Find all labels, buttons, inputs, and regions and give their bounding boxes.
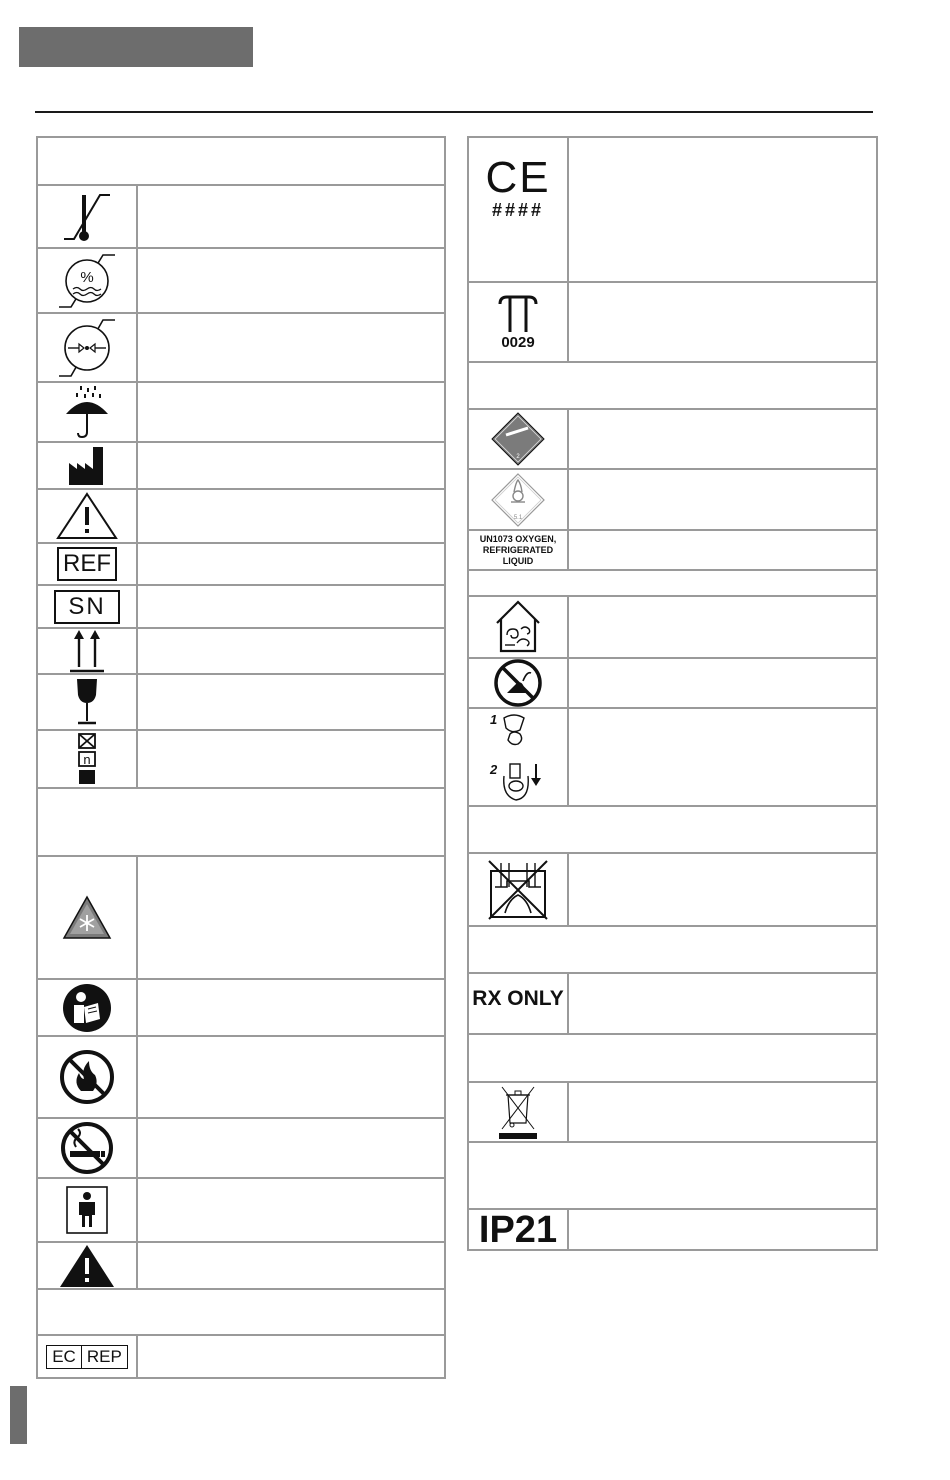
temperature-limit-icon: [38, 186, 138, 247]
page-side-marker: [10, 1386, 27, 1444]
row-description: [138, 314, 444, 381]
ref-label: REF: [57, 547, 117, 581]
row-description: [569, 1210, 876, 1249]
table-row: [38, 1119, 444, 1179]
ce-mark-icon: [469, 138, 569, 281]
ec-label: EC: [47, 1346, 82, 1368]
row-description: [138, 1119, 444, 1177]
svg-text:5.1: 5.1: [513, 514, 523, 521]
table-row: [38, 383, 444, 443]
row-description: [138, 443, 444, 488]
table-row: [38, 857, 444, 980]
un1073-label: UN1073 OXYGEN, REFRIGERATED LIQUID: [479, 533, 557, 566]
weee-bin-icon: [469, 1083, 569, 1141]
table-row: [469, 709, 876, 807]
table-header: [469, 1035, 876, 1083]
notified-body-number: ####: [491, 200, 545, 220]
row-description: [569, 138, 876, 281]
table-row: [38, 1037, 444, 1119]
rx-only-icon: [469, 974, 569, 1033]
table-row: [38, 314, 444, 383]
table-row: [469, 531, 876, 571]
no-heat-source-icon: [469, 854, 569, 925]
fragile-glass-icon: [38, 675, 138, 729]
table-row: [469, 1210, 876, 1249]
row-description: [569, 470, 876, 529]
table-header: [469, 807, 876, 854]
row-description: [138, 544, 444, 584]
pi-symbol-icon: [496, 294, 540, 334]
no-oil-grease-icon: [469, 659, 569, 707]
pi-number: 0029: [501, 333, 535, 351]
no-open-flame-icon: [38, 1037, 138, 1117]
table-row: [469, 597, 876, 659]
humidity-limit-icon: [38, 249, 138, 312]
table-header: [38, 138, 444, 186]
row-description: [138, 186, 444, 247]
ref-catalog-icon: [38, 544, 138, 584]
header-rule: [35, 111, 873, 113]
indoor-use-icon: [469, 597, 569, 657]
ce-label: CE: [485, 153, 551, 202]
table-row: [38, 1243, 444, 1290]
svg-text:2: 2: [490, 762, 498, 777]
left-symbol-table: [36, 136, 446, 1379]
table-row: [38, 443, 444, 490]
row-description: [569, 659, 876, 707]
table-header: [38, 1290, 444, 1336]
svg-text:1: 1: [490, 712, 498, 727]
row-description: [569, 709, 876, 805]
row-description: [138, 1336, 444, 1377]
pressure-limit-icon: [38, 314, 138, 381]
table-header: [38, 789, 444, 857]
row-description: [569, 531, 876, 569]
row-description: [569, 410, 876, 468]
table-row: [38, 186, 444, 249]
table-row: [38, 1179, 444, 1243]
table-row: [38, 249, 444, 314]
table-header: [469, 571, 876, 597]
cold-warning-icon: [38, 857, 138, 978]
row-description: [138, 1037, 444, 1117]
rep-label: REP: [86, 1346, 122, 1366]
keep-dry-umbrella-icon: [38, 383, 138, 441]
stacking-limit-icon: [38, 731, 138, 787]
table-row: [469, 283, 876, 363]
table-row: [38, 980, 444, 1037]
table-row: [38, 1336, 444, 1377]
oxidizer-diamond-icon: [469, 470, 569, 529]
svg-text:%: %: [80, 268, 94, 286]
row-description: [138, 980, 444, 1035]
this-way-up-icon: [38, 629, 138, 673]
read-manual-icon: [38, 980, 138, 1035]
caution-triangle-icon: [38, 490, 138, 542]
row-description: [569, 974, 876, 1033]
table-row: [469, 410, 876, 470]
ip21-label: IP21: [478, 1208, 558, 1251]
table-row: [38, 544, 444, 586]
row-description: [138, 731, 444, 787]
table-header: [469, 363, 876, 410]
pi-mark-icon: [469, 283, 569, 361]
un1073-label-icon: [469, 531, 569, 569]
table-header: [469, 927, 876, 974]
type-b-applied-part-icon: [38, 1179, 138, 1241]
table-header: [469, 1143, 876, 1210]
sn-label: SN: [54, 590, 120, 624]
svg-text:n: n: [83, 752, 91, 767]
table-row: [469, 854, 876, 927]
row-description: [138, 629, 444, 673]
table-row: [38, 629, 444, 675]
row-description: [569, 283, 876, 361]
rx-only-label: RX ONLY: [472, 986, 564, 1010]
row-description: [569, 1083, 876, 1141]
table-row: [38, 675, 444, 731]
row-description: [138, 249, 444, 312]
row-description: [138, 383, 444, 441]
fill-procedure-icon: [469, 709, 569, 805]
row-description: [569, 597, 876, 657]
row-description: [138, 490, 444, 542]
row-description: [138, 857, 444, 978]
manufacturer-factory-icon: [38, 443, 138, 488]
row-description: [138, 1179, 444, 1241]
table-row: [469, 659, 876, 709]
no-smoking-icon: [38, 1119, 138, 1177]
ip21-icon: [469, 1210, 569, 1249]
table-row: [469, 138, 876, 283]
right-symbol-table: [467, 136, 878, 1251]
non-flammable-gas-diamond-icon: [469, 410, 569, 468]
table-row: [469, 470, 876, 531]
row-description: [138, 586, 444, 627]
row-description: [569, 854, 876, 925]
serial-number-icon: [38, 586, 138, 627]
table-row: [469, 1083, 876, 1143]
row-description: [138, 1243, 444, 1288]
table-row: [38, 731, 444, 789]
warning-triangle-icon: [38, 1243, 138, 1288]
ec-rep-icon: [38, 1336, 138, 1377]
row-description: [138, 675, 444, 729]
table-row: [38, 586, 444, 629]
table-row: [469, 974, 876, 1035]
section-tab: [19, 27, 253, 67]
table-row: [38, 490, 444, 544]
svg-text:2: 2: [516, 454, 520, 460]
